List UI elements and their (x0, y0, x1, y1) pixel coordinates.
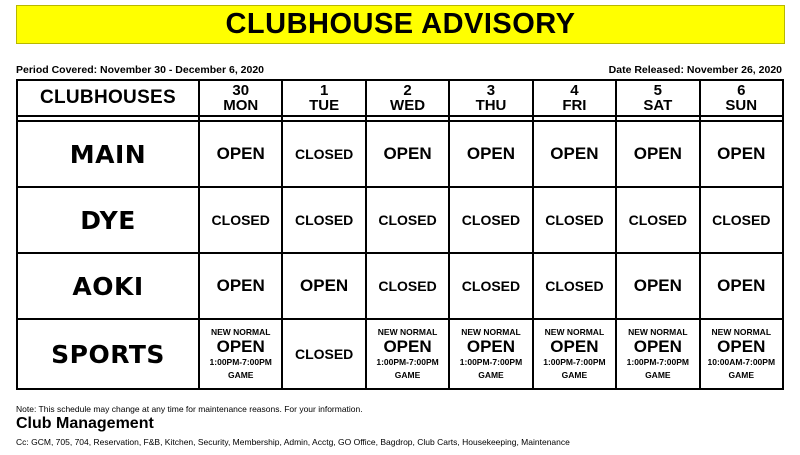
status-cell (449, 319, 532, 389)
status-cell: OPEN (616, 253, 699, 319)
hours-label: 1:00PM-7:00PM (209, 356, 272, 367)
status-cell: CLOSED (700, 187, 783, 253)
status-cell: CLOSED (449, 187, 532, 253)
status-cell: OPEN (449, 121, 532, 187)
status-cell (533, 319, 616, 389)
status-cell: OPEN (616, 121, 699, 187)
advisory-banner (16, 5, 785, 44)
period-covered: Period Covered: November 30 - December 6, 2020 (16, 64, 265, 76)
header-day: 30 MON (199, 80, 282, 116)
schedule-note: Note: This schedule may change at any time for maintenance reasons. For your information. (16, 404, 363, 414)
hours-label: 1:00PM-7:00PM (626, 356, 689, 367)
status-cell: CLOSED (282, 187, 365, 253)
status-cell: CLOSED (282, 319, 365, 389)
game-label: GAME (478, 369, 504, 380)
status-cell: OPEN (533, 121, 616, 187)
status-label: OPEN (717, 336, 766, 356)
status-label: OPEN (633, 336, 682, 356)
status-label: OPEN (550, 336, 599, 356)
status-label: OPEN (216, 336, 265, 356)
status-cell (199, 319, 282, 389)
header-clubhouses: CLUBHOUSES (17, 80, 199, 116)
table-row-main (17, 121, 783, 187)
clubhouse-name: AOKI (17, 253, 199, 319)
clubhouse-name: SPORTS (17, 319, 199, 389)
header-day: 3 THU (449, 80, 532, 116)
header-day: 4 FRI (533, 80, 616, 116)
status-cell (616, 319, 699, 389)
status-cell: OPEN (199, 253, 282, 319)
status-cell: OPEN (700, 121, 783, 187)
status-cell: OPEN (199, 121, 282, 187)
table-row-aoki (17, 253, 783, 319)
game-label: GAME (394, 369, 421, 380)
schedule-table (16, 79, 784, 390)
table-header-row (17, 80, 783, 116)
advisory-title: CLUBHOUSE ADVISORY (225, 8, 576, 40)
cc-list: Cc: GCM, 705, 704, Reservation, F&B, Kitchen, Security, Membership, Admin, Acctg, GO Office, Bagdrop, Club Carts, Housekeeping, Maintenance (16, 437, 570, 447)
status-cell: OPEN (366, 121, 449, 187)
status-cell (366, 319, 449, 389)
status-cell: CLOSED (449, 253, 532, 319)
hours-label: 1:00PM-7:00PM (376, 356, 439, 367)
header-day: 6 SUN (700, 80, 783, 116)
status-cell: CLOSED (199, 187, 282, 253)
game-label: GAME (645, 369, 671, 380)
hours-label: 1:00PM-7:00PM (543, 356, 606, 367)
new-normal-label: NEW NORMAL (628, 326, 688, 337)
status-cell: OPEN (700, 253, 783, 319)
header-day: 1 TUE (282, 80, 365, 116)
new-normal-label: NEW NORMAL (711, 326, 772, 337)
table-row-dye (17, 187, 783, 253)
hours-label: 10:00AM-7:00PM (707, 356, 776, 367)
clubhouse-name: DYE (17, 187, 199, 253)
game-label: GAME (561, 369, 588, 380)
date-released: Date Released: November 26, 2020 (608, 64, 782, 76)
game-label: GAME (227, 369, 254, 380)
status-cell: CLOSED (282, 121, 365, 187)
new-normal-label: NEW NORMAL (544, 326, 605, 337)
game-label: GAME (728, 369, 755, 380)
hours-label: 1:00PM-7:00PM (459, 356, 523, 367)
status-label: OPEN (383, 336, 432, 356)
signature: Club Management (16, 415, 154, 432)
new-normal-label: NEW NORMAL (461, 326, 521, 337)
status-cell: CLOSED (616, 187, 699, 253)
status-cell: OPEN (282, 253, 365, 319)
new-normal-label: NEW NORMAL (210, 326, 271, 337)
status-cell (700, 319, 783, 389)
new-normal-label: NEW NORMAL (377, 326, 438, 337)
header-day: 5 SAT (616, 80, 699, 116)
status-label: OPEN (466, 336, 516, 356)
status-cell: CLOSED (533, 187, 616, 253)
clubhouse-name: MAIN (17, 121, 199, 187)
header-day: 2 WED (366, 80, 449, 116)
status-cell: CLOSED (366, 187, 449, 253)
table-row-sports (17, 319, 783, 389)
status-cell: CLOSED (533, 253, 616, 319)
status-cell: CLOSED (366, 253, 449, 319)
